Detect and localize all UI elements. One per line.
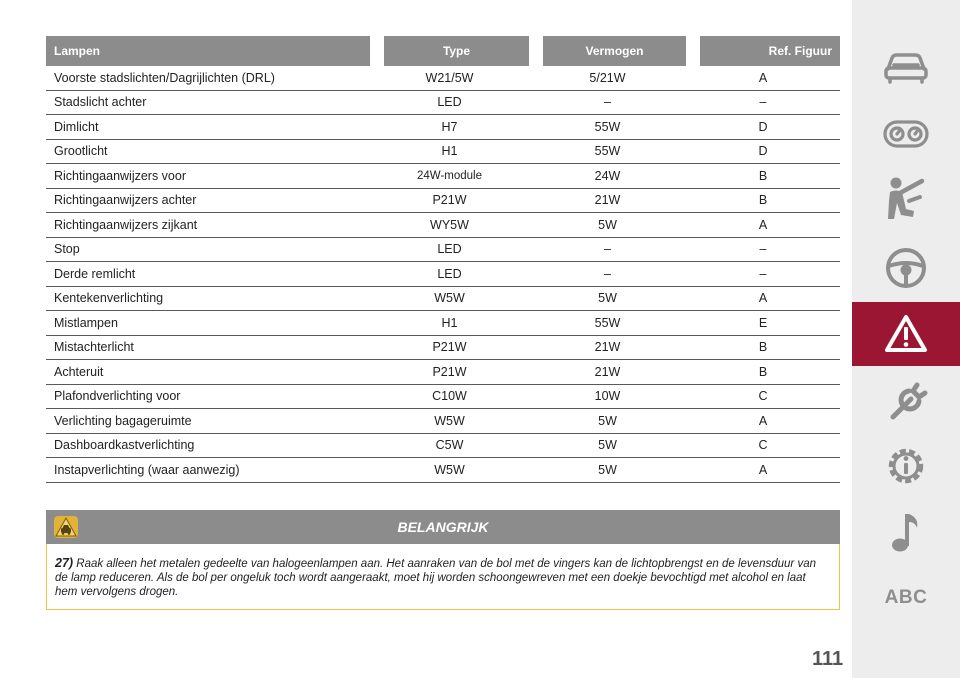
cell-lamp: Voorste stadslichten/Dagrijlichten (DRL) — [46, 66, 370, 91]
car-icon — [883, 51, 929, 85]
cell-power: 55W — [529, 311, 686, 336]
cell-ref: B — [686, 164, 840, 189]
cell-lamp: Dashboardkastverlichting — [46, 434, 370, 459]
important-notice-header — [46, 510, 840, 544]
seat-belt-person-icon — [884, 175, 928, 221]
cell-ref: C — [686, 434, 840, 459]
header-power: Vermogen — [529, 36, 686, 66]
cell-ref: D — [686, 140, 840, 165]
header-lamp: Lampen — [46, 36, 370, 66]
cell-ref: A — [686, 409, 840, 434]
cell-ref: D — [686, 115, 840, 140]
sidebar-item-vehicle[interactable] — [852, 36, 960, 100]
sidebar-item-multimedia[interactable] — [852, 500, 960, 564]
wrench-icon — [883, 379, 929, 425]
note-number: 27) — [55, 556, 74, 570]
info-gear-icon — [883, 443, 929, 489]
table-row — [46, 66, 840, 91]
cell-power: – — [529, 238, 686, 263]
table-row — [46, 336, 840, 361]
cell-power: 21W — [529, 189, 686, 214]
cell-lamp: Stadslicht achter — [46, 91, 370, 116]
cell-lamp: Richtingaanwijzers zijkant — [46, 213, 370, 238]
table-row — [46, 434, 840, 459]
cell-ref: – — [686, 262, 840, 287]
cell-ref: A — [686, 287, 840, 312]
cell-type: LED — [370, 262, 529, 287]
cell-lamp: Instapverlichting (waar aanwezig) — [46, 458, 370, 483]
table-row — [46, 360, 840, 385]
table-row — [46, 189, 840, 214]
cell-type: C10W — [370, 385, 529, 410]
cell-power: – — [529, 262, 686, 287]
cell-power: 10W — [529, 385, 686, 410]
table-header-row — [46, 36, 840, 66]
cell-ref: – — [686, 238, 840, 263]
cell-type: W21/5W — [370, 66, 529, 91]
sidebar-item-driving[interactable] — [852, 236, 960, 300]
cell-lamp: Kentekenverlichting — [46, 287, 370, 312]
cell-power: 55W — [529, 140, 686, 165]
cell-type: W5W — [370, 409, 529, 434]
abc-icon: ABC — [884, 587, 928, 608]
sidebar-item-emergency[interactable] — [852, 302, 960, 366]
cell-power: 21W — [529, 360, 686, 385]
cell-type: LED — [370, 238, 529, 263]
cell-type: P21W — [370, 360, 529, 385]
sidebar-item-instruments[interactable] — [852, 102, 960, 166]
table-row — [46, 91, 840, 116]
bulb-table — [46, 36, 840, 483]
table-row — [46, 140, 840, 165]
table-row — [46, 409, 840, 434]
cell-lamp: Grootlicht — [46, 140, 370, 165]
cell-power: 5W — [529, 409, 686, 434]
cell-lamp: Achteruit — [46, 360, 370, 385]
caution-car-icon — [53, 515, 79, 539]
sidebar-item-safety[interactable] — [852, 166, 960, 230]
cell-type: W5W — [370, 287, 529, 312]
cell-type: 24W-module — [370, 164, 529, 189]
cell-ref: E — [686, 311, 840, 336]
warning-triangle-icon — [884, 314, 928, 354]
table-row — [46, 115, 840, 140]
cell-ref: A — [686, 66, 840, 91]
cell-ref: B — [686, 189, 840, 214]
cell-power: 21W — [529, 336, 686, 361]
cell-power: 5/21W — [529, 66, 686, 91]
cell-power: 5W — [529, 287, 686, 312]
cell-lamp: Richtingaanwijzers achter — [46, 189, 370, 214]
cell-lamp: Dimlicht — [46, 115, 370, 140]
important-notice-body — [46, 544, 840, 610]
cell-lamp: Verlichting bagageruimte — [46, 409, 370, 434]
cell-lamp: Derde remlicht — [46, 262, 370, 287]
cell-power: – — [529, 91, 686, 116]
table-row — [46, 164, 840, 189]
cell-ref: B — [686, 336, 840, 361]
cell-lamp: Richtingaanwijzers voor — [46, 164, 370, 189]
cell-power: 5W — [529, 458, 686, 483]
sidebar-item-index[interactable] — [852, 566, 960, 630]
bulb-table-section — [46, 36, 840, 483]
cell-ref: A — [686, 213, 840, 238]
cell-ref: A — [686, 458, 840, 483]
steering-wheel-icon — [884, 246, 928, 290]
cell-lamp: Mistachterlicht — [46, 336, 370, 361]
cell-lamp: Mistlampen — [46, 311, 370, 336]
important-notice — [46, 510, 840, 610]
header-ref: Ref. Figuur — [686, 36, 840, 66]
cell-power: 55W — [529, 115, 686, 140]
cell-lamp: Stop — [46, 238, 370, 263]
table-row — [46, 238, 840, 263]
cell-power: 5W — [529, 213, 686, 238]
table-body — [46, 66, 840, 483]
table-row — [46, 287, 840, 312]
table-row — [46, 311, 840, 336]
sidebar-item-maintenance[interactable] — [852, 370, 960, 434]
table-row — [46, 262, 840, 287]
cell-type: LED — [370, 91, 529, 116]
cell-power: 24W — [529, 164, 686, 189]
cell-type: H1 — [370, 140, 529, 165]
instrument-cluster-icon — [882, 117, 930, 151]
important-notice-title: BELANGRIJK — [397, 519, 489, 535]
cell-ref: C — [686, 385, 840, 410]
page-number: 111 — [812, 648, 844, 670]
note-text: Raak alleen het metalen gedeelte van halogeenlampen aan. Het aanraken van de bol met de vingers kan de lichtopbrengst en de levensduur van de lamp reduceren. Als de bol per ongeluk toch wordt aangeraakt, moet hij worden schoongewreven met een doekje bevochtigd met alcohol en laat hem vervolgens drogen. — [55, 558, 816, 598]
music-note-icon — [889, 510, 923, 554]
table-row — [46, 213, 840, 238]
sidebar-item-technical-data[interactable] — [852, 434, 960, 498]
cell-type: P21W — [370, 189, 529, 214]
header-type: Type — [370, 36, 529, 66]
cell-ref: – — [686, 91, 840, 116]
chapter-sidebar — [852, 0, 960, 678]
table-row — [46, 385, 840, 410]
cell-lamp: Plafondverlichting voor — [46, 385, 370, 410]
cell-type: H7 — [370, 115, 529, 140]
cell-power: 5W — [529, 434, 686, 459]
cell-type: H1 — [370, 311, 529, 336]
cell-type: C5W — [370, 434, 529, 459]
cell-ref: B — [686, 360, 840, 385]
cell-type: W5W — [370, 458, 529, 483]
cell-type: WY5W — [370, 213, 529, 238]
table-row — [46, 458, 840, 483]
cell-type: P21W — [370, 336, 529, 361]
